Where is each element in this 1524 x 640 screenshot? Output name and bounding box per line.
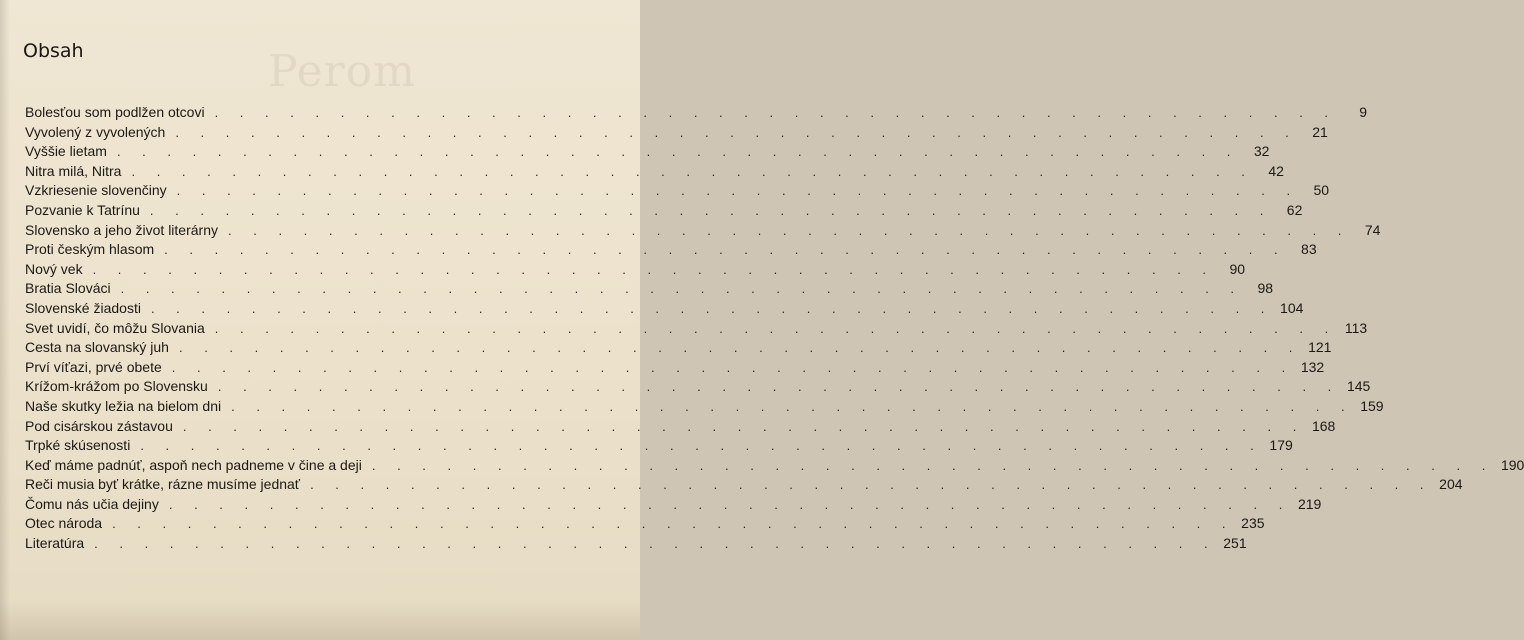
dot-leader: . . . . . . . . . . . . . . . . . . . . . . . . . . . . . . . . . . . . . . . . . . . . .: [116, 144, 1240, 160]
toc-entry-page: 190: [1500, 456, 1524, 473]
dot-leader: . . . . . . . . . . . . . . . . . . . . . . . . . . . . . . . . . . . . . . . . . . . . .: [175, 124, 1298, 140]
toc-entry: [25, 182, 1330, 202]
toc-entry-page: 113: [1344, 319, 1368, 336]
toc-entry-page: 50: [1313, 182, 1330, 199]
toc-entry: [25, 378, 1371, 398]
toc-entry-page: 32: [1253, 143, 1270, 160]
dot-leader: . . . . . . . . . . . . . . . . . . . . . . . . . . . . . . . . . . . . . . . . . . . . .: [217, 379, 1341, 395]
toc-entry-title: Vzkriesenie slovenčiny: [25, 182, 167, 199]
toc-entry-title: Nitra milá, Nitra: [25, 162, 122, 179]
toc-entry-page: 121: [1308, 339, 1332, 356]
toc-entry: [25, 201, 1303, 222]
toc-entry-title: Vyššie lietam: [25, 143, 107, 160]
toc-entry-page: 145: [1346, 378, 1371, 395]
toc-entry-page: 235: [1241, 515, 1265, 532]
dot-leader: . . . . . . . . . . . . . . . . . . . . . . . . . . . . . . . . . . . . . . . . . . . . .: [150, 300, 1274, 316]
dot-leader: . . . . . . . . . . . . . . . . . . . . . . . . . . . . . . . . . . . . . . . . . . . . .: [92, 261, 1216, 277]
page-title: Obsah: [23, 40, 84, 62]
toc-entry-page: 204: [1439, 476, 1463, 493]
toc-entry: [25, 535, 1247, 555]
toc-entry-page: 168: [1311, 417, 1336, 434]
toc-entry: [25, 437, 1293, 457]
dot-leader: . . . . . . . . . . . . . . . . . . . . . . . . . . . . . . . . . . . . . . . . . . . . .: [228, 222, 1351, 238]
toc-entry-title: Čomu nás učia dejiny: [25, 495, 159, 512]
toc-entry: [25, 358, 1325, 379]
toc-entry-page: 104: [1280, 299, 1304, 316]
toc-entry: [25, 162, 1284, 183]
toc-entry-title: Cesta na slovanský juh: [25, 339, 169, 356]
dot-leader: . . . . . . . . . . . . . . . . . . . . . . . . . . . . . . . . . . . . . . . . . . . . .: [168, 496, 1292, 512]
toc-entry-title: Pozvanie k Tatrínu: [25, 201, 140, 218]
toc-entry-title: Prví víťazi, prvé obete: [25, 358, 162, 375]
toc-entry-title: Naše skutky ležia na bielom dni: [25, 397, 222, 414]
dot-leader: . . . . . . . . . . . . . . . . . . . . . . . . . . . . . . . . . . . . . . . . . . . . .: [112, 516, 1235, 532]
toc-entry-title: Reči musia byť krátke, rázne musíme jednať: [25, 476, 301, 493]
toc-entry: [25, 241, 1317, 261]
toc-entry-title: Pod cisárskou zástavou: [25, 417, 173, 434]
page-gutter-shadow: [0, 0, 10, 640]
dot-leader: . . . . . . . . . . . . . . . . . . . . . . . . . . . . . . . . . . . . . . . . . . . . .: [182, 418, 1306, 434]
toc-entry-title: Krížom-krážom po Slovensku: [25, 378, 208, 395]
toc-entry-page: 9: [1359, 104, 1368, 120]
toc-entry-title: Proti českým hlasom: [25, 241, 155, 258]
toc-entry: [25, 515, 1265, 535]
toc-entry-page: 42: [1268, 162, 1284, 179]
toc-entry-page: 21: [1312, 123, 1328, 140]
toc-entry: [25, 495, 1322, 516]
toc-entry: [25, 476, 1463, 496]
toc-entry-page: 159: [1360, 397, 1384, 414]
dot-leader: . . . . . . . . . . . . . . . . . . . . . . . . . . . . . . . . . . . . . . . . . . . . .: [131, 163, 1254, 179]
dot-leader: . . . . . . . . . . . . . . . . . . . . . . . . . . . . . . . . . . . . . . . . . . . . .: [231, 398, 1354, 414]
toc-entry-title: Slovenské žiadosti: [25, 299, 141, 316]
toc-entry: [25, 397, 1384, 418]
toc-entry-title: Nový vek: [25, 260, 83, 277]
toc-entry: [25, 280, 1274, 300]
toc-entry: [25, 456, 1524, 477]
dot-leader: . . . . . . . . . . . . . . . . . . . . . . . . . . . . . . . . . . . . . . . . . . . . .: [176, 183, 1300, 199]
dot-leader: . . . . . . . . . . . . . . . . . . . . . . . . . . . . . . . . . . . . . . . . . . . . .: [310, 477, 1433, 493]
toc-entry-title: Vyvolený z vyvolených: [25, 123, 166, 140]
toc-entry-title: Literatúra: [25, 535, 85, 552]
table-of-contents: [25, 104, 1524, 555]
toc-entry-title: Keď máme padnúť, aspoň nech padneme v čine a deji: [25, 456, 362, 473]
dot-leader: . . . . . . . . . . . . . . . . . . . . . . . . . . . . . . . . . . . . . . . . . . . . .: [94, 536, 1217, 552]
page-bottom-shadow: [0, 600, 640, 640]
toc-entry-page: 179: [1269, 437, 1293, 454]
toc-entry: [25, 123, 1328, 144]
dot-leader: . . . . . . . . . . . . . . . . . . . . . . . . . . . . . . . . . . . . . . . . . . . . .: [214, 320, 1338, 336]
toc-entry-page: 90: [1229, 260, 1246, 277]
toc-entry: [25, 339, 1332, 359]
dot-leader: . . . . . . . . . . . . . . . . . . . . . . . . . . . . . . . . . . . . . . . . . . . . .: [120, 281, 1244, 297]
toc-entry: [25, 260, 1246, 281]
toc-entry: [25, 417, 1336, 438]
toc-entry-page: 219: [1297, 495, 1322, 512]
toc-entry-page: 251: [1223, 535, 1247, 552]
toc-entry-page: 83: [1301, 241, 1317, 258]
toc-entry: [25, 104, 1368, 124]
toc-entry-title: Bolesťou som podlžen otcovi: [25, 104, 205, 120]
dot-leader: . . . . . . . . . . . . . . . . . . . . . . . . . . . . . . . . . . . . . . . . . . . . .: [140, 438, 1263, 454]
dot-leader: . . . . . . . . . . . . . . . . . . . . . . . . . . . . . . . . . . . . . . . . . . . . .: [214, 105, 1338, 120]
dot-leader: . . . . . . . . . . . . . . . . . . . . . . . . . . . . . . . . . . . . . . . . . . . . .: [171, 359, 1295, 375]
dot-leader: . . . . . . . . . . . . . . . . . . . . . . . . . . . . . . . . . . . . . . . . . . . . .: [164, 242, 1287, 258]
toc-entry-page: 62: [1286, 201, 1303, 218]
toc-entry-page: 74: [1364, 221, 1381, 238]
toc-entry-title: Slovensko a jeho život literárny: [25, 221, 218, 238]
toc-entry: [25, 221, 1381, 242]
toc-entry-title: Otec národa: [25, 515, 103, 532]
toc-entry-title: Bratia Slováci: [25, 280, 111, 297]
show-through-text: Perom: [268, 46, 416, 97]
toc-entry-title: Trpké skúsenosti: [25, 437, 131, 454]
dot-leader: . . . . . . . . . . . . . . . . . . . . . . . . . . . . . . . . . . . . . . . . . . . . .: [371, 457, 1495, 473]
toc-entry-page: 132: [1300, 358, 1325, 375]
toc-entry: [25, 143, 1270, 163]
toc-entry: [25, 319, 1368, 340]
toc-entry-page: 98: [1257, 280, 1274, 297]
toc-entry-title: Svet uvidí, čo môžu Slovania: [25, 319, 205, 336]
toc-entry: [25, 299, 1304, 320]
dot-leader: . . . . . . . . . . . . . . . . . . . . . . . . . . . . . . . . . . . . . . . . . . . . .: [178, 340, 1302, 356]
dot-leader: . . . . . . . . . . . . . . . . . . . . . . . . . . . . . . . . . . . . . . . . . . . . .: [149, 202, 1273, 218]
